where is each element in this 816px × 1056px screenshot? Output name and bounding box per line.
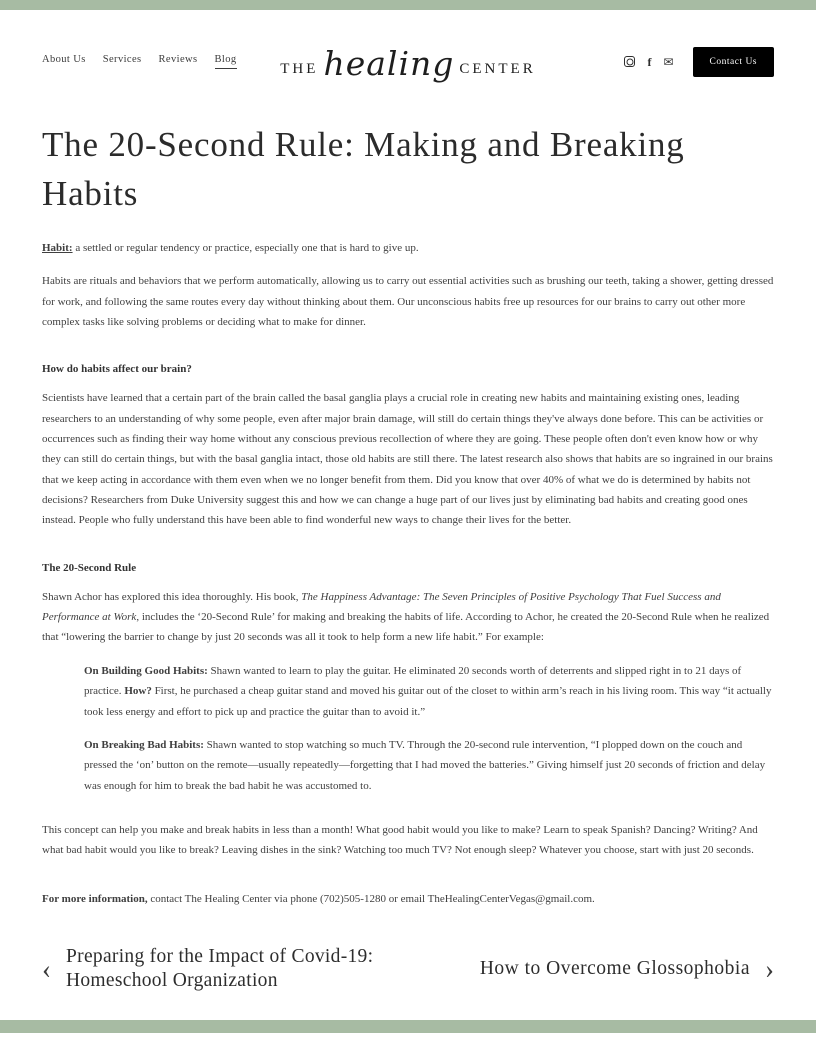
site-logo[interactable] (280, 42, 535, 81)
article (42, 120, 774, 909)
bad-habits-paragraph (84, 735, 774, 796)
contact-us-button[interactable]: Contact Us (693, 47, 774, 77)
conclusion-paragraph: This concept can help you make and break habits in less than a month! What good habit would you like to make? Learn to speak Spanish? Dancing? Writing? And what bad habit would you like to break? Leaving dishes in the sink? Watching too much TV? Not enough sleep? Whatever you choose, start with just 20 seconds. (42, 823, 758, 857)
nav-item-services[interactable]: Services (102, 54, 142, 65)
good-habits-how-label: How? (124, 685, 152, 698)
good-habits-label: On Building Good Habits: (84, 664, 208, 677)
previous-post-title: Preparing for the Impact of Covid-19: Homeschool Organization (66, 946, 374, 992)
good-habits-paragraph (84, 661, 774, 722)
next-post-link[interactable] (479, 953, 774, 984)
facebook-icon[interactable]: f (647, 54, 652, 69)
logo-prefix: THE (280, 61, 319, 77)
rule-intro-paragraph (42, 587, 774, 648)
rule-intro-after-book: , includes the ‘20-Second Rule’ for making and breaking the habits of life. According to Achor, he created the 20-Second Rule when he realized that “lowering the barrier to change by just 20 seconds was all it took to help form a new life habit.” For example: (42, 611, 770, 644)
brain-section-paragraph: Scientists have learned that a certain part of the brain called the basal ganglia plays a crucial role in creating new habits and maintaining existing ones, leading researchers to an understanding of why some people, even after major brain damage, will still do certain things they've always done before. This can be activities or occurrences such as finding their way home without any conscious previous recollection of where they are going. These people often don't even know how or why they can still do certain things, but with the basal ganglia intact, those old habits are still there. The latest research also shows that habits are so ingrained in our brains that we keep acting in accordance with them even when we no longer benefit from them. Did you know that over 40% of what we do is determined by habits not decisions? Researchers from Duke University suggest this and how we can change a huge part of our lives just by eliminating bad habits and creating good ones instead. People who fully understand this have been able to find wonderful new ways to change their lives for the better. (42, 392, 773, 527)
chevron-left-icon: ‹ (42, 953, 51, 984)
brain-section-heading: How do habits affect our brain? (42, 363, 192, 376)
more-info-label: For more information, (42, 892, 148, 905)
definition-term: Habit: (42, 242, 73, 254)
more-info-text: contact The Healing Center via phone (702)505-1280 or email TheHealingCenterVegas@gmail.com. (147, 892, 595, 905)
good-habits-text-1: Shawn wanted to learn to play the guitar. He eliminated 20 seconds worth of deterrents and slipped right in to 21 days of practice. (84, 664, 742, 698)
instagram-icon[interactable] (624, 56, 635, 67)
social-links (624, 56, 673, 68)
definition-paragraph (42, 238, 774, 258)
main-nav (42, 54, 280, 69)
page-title: The 20-Second Rule: Making and Breaking Habits (42, 125, 685, 213)
definition-text: a settled or regular tendency or practice, especially one that is hard to give up. (72, 242, 419, 254)
email-icon[interactable]: ✉ (663, 54, 674, 69)
header-actions (536, 47, 774, 77)
nav-item-blog[interactable]: Blog (215, 54, 237, 69)
nav-item-about-us[interactable]: About Us (42, 54, 86, 65)
logo-script: healing (323, 44, 455, 83)
logo-suffix: CENTER (459, 61, 536, 77)
bad-habits-label: On Breaking Bad Habits: (84, 738, 204, 751)
bottom-accent-bar (0, 1020, 816, 1033)
post-pagination (0, 945, 816, 994)
site-header (0, 10, 816, 81)
top-accent-bar (0, 0, 816, 10)
intro-paragraph: Habits are rituals and behaviors that we perform automatically, allowing us to carry out essential activities such as brushing our teeth, taking a shower, getting dressed for work, and following the same routes every day without thinking about them. Our unconscious habits free up resources for our brains to carry out other more complex tasks like solving problems or deciding what to make for dinner. (42, 275, 774, 329)
rule-section-heading: The 20-Second Rule (42, 561, 137, 574)
nav-item-reviews[interactable]: Reviews (158, 54, 198, 65)
next-post-title: How to Overcome Glossophobia (479, 958, 750, 980)
previous-post-link[interactable] (42, 945, 416, 994)
more-info-paragraph (42, 889, 774, 909)
bad-habits-text: Shawn wanted to stop watching so much TV. Through the 20-second rule intervention, “I plopped down on the couch and pressed the ‘on’ button on the remote—usually repeatedly—forgetting that I had moved the batteries.” Giving himself just 20 seconds of friction and delay was enough for him to break the bad habit he was accustomed to. (84, 738, 766, 792)
rule-intro-before-book: Shawn Achor has explored this idea thoroughly. His book, (42, 590, 302, 603)
book-title: The Happiness Advantage: The Seven Principles of Positive Psychology That Fuel Success and Performance at Work (42, 590, 721, 624)
chevron-right-icon: › (765, 953, 774, 984)
good-habits-text-2: First, he purchased a cheap guitar stand and moved his guitar out of the closet to within arm’s reach in his living room. This way “it actually took less energy and effort to pick up and practice the guitar than to avoid it.” (84, 685, 772, 718)
